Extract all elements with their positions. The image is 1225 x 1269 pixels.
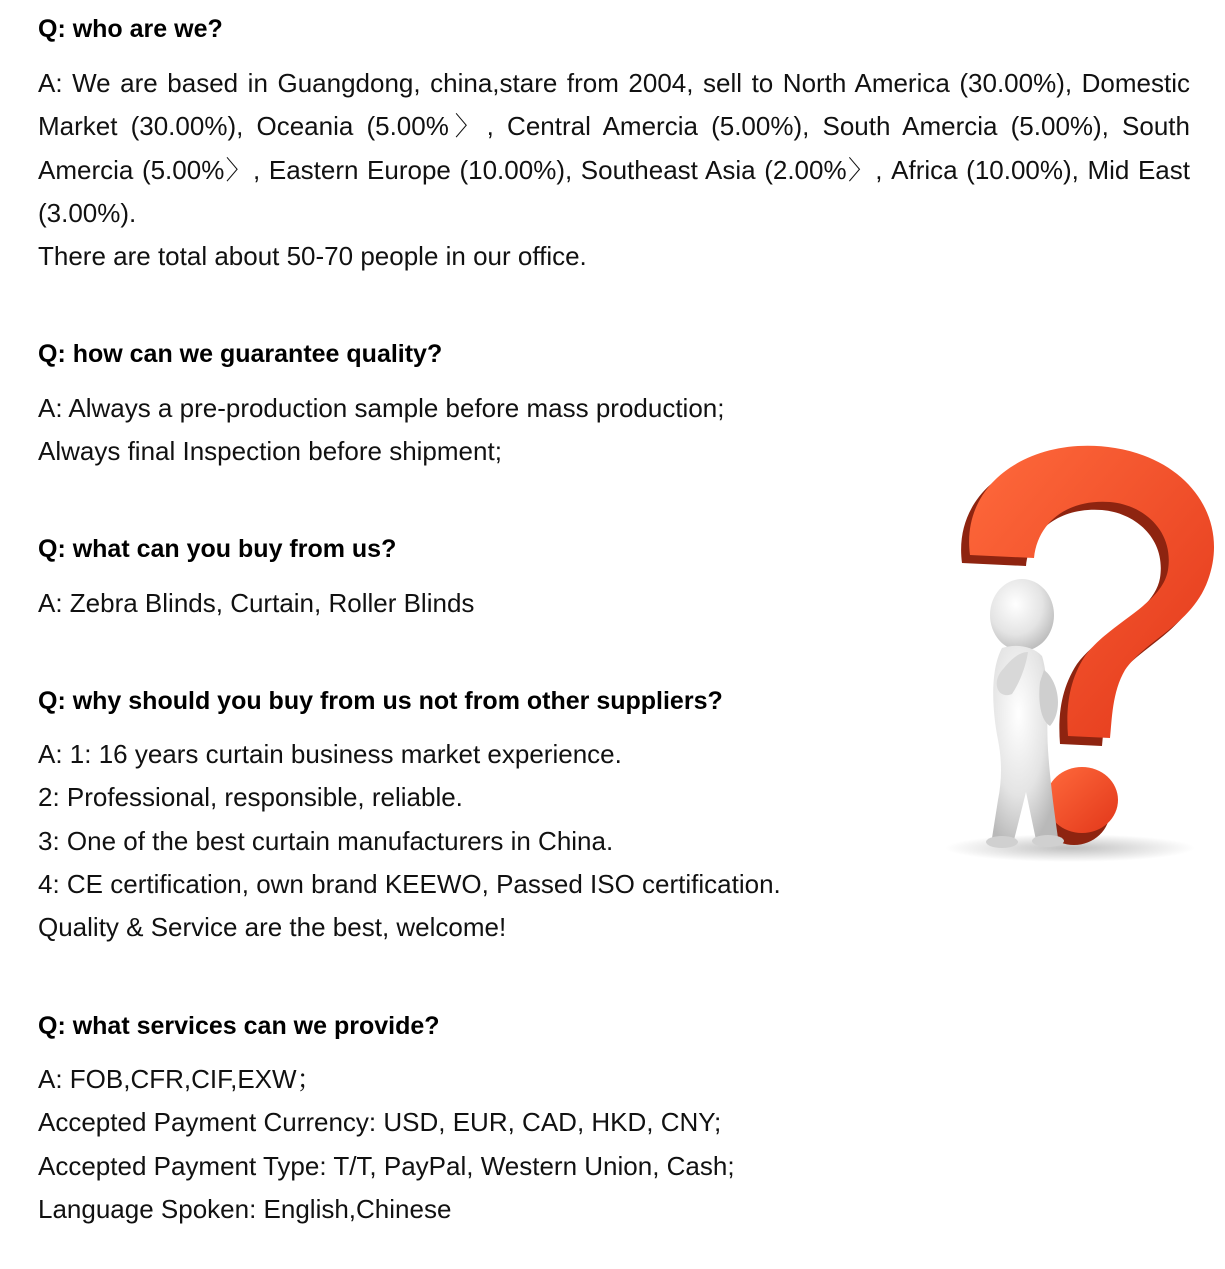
answer-line: 2: Professional, responsible, reliable. xyxy=(38,782,463,813)
question-services: Q: what services can we provide? xyxy=(38,1012,440,1040)
question-mark-illustration xyxy=(940,420,1225,865)
answer-paragraph: A: We are based in Guangdong, china,stare from 2004, sell to North America (30.00%), Domestic Market (30.00%), Oceania (5.00%〉, Central Amercia (5.00%), South Amercia (5.00%), South Amercia (5.00%〉, Eastern Europe (10.00%), Southeast Asia (2.00%〉, Africa (10.00%), Mid East (3.00%). xyxy=(38,68,1190,228)
answer-services xyxy=(38,1058,735,1231)
person-icon xyxy=(986,579,1064,848)
answer-line: There are total about 50-70 people in our office. xyxy=(38,241,587,272)
answer-line: Accepted Payment Currency: USD, EUR, CAD, HKD, CNY; xyxy=(38,1107,722,1138)
question-quality: Q: how can we guarantee quality? xyxy=(38,340,443,368)
answer-quality xyxy=(38,387,724,474)
question-why-buy-from-us: Q: why should you buy from us not from other suppliers? xyxy=(38,687,723,715)
answer-line: Always final Inspection before shipment; xyxy=(38,436,502,467)
answer-line: A: FOB,CFR,CIF,EXW； xyxy=(38,1064,323,1094)
answer-line: Language Spoken: English,Chinese xyxy=(38,1193,452,1224)
question-mark-icon xyxy=(961,446,1214,845)
answer-line: A: Zebra Blinds, Curtain, Roller Blinds xyxy=(38,588,475,618)
question-who-are-we: Q: who are we? xyxy=(38,15,223,43)
answer-what-to-buy xyxy=(38,582,474,625)
answer-line: A: Always a pre-production sample before mass production; xyxy=(38,393,725,423)
answer-line: 4: CE certification, own brand KEEWO, Passed ISO certification. xyxy=(38,868,781,899)
answer-line: Accepted Payment Type: T/T, PayPal, Western Union, Cash; xyxy=(38,1150,735,1181)
answer-why-buy-from-us xyxy=(38,733,781,949)
answer-line: 3: One of the best curtain manufacturers in China. xyxy=(38,825,614,856)
answer-who-are-we xyxy=(38,62,1190,278)
question-what-to-buy: Q: what can you buy from us? xyxy=(38,535,397,563)
answer-line: Quality & Service are the best, welcome! xyxy=(38,912,507,943)
answer-line: A: 1: 16 years curtain business market experience. xyxy=(38,739,622,769)
